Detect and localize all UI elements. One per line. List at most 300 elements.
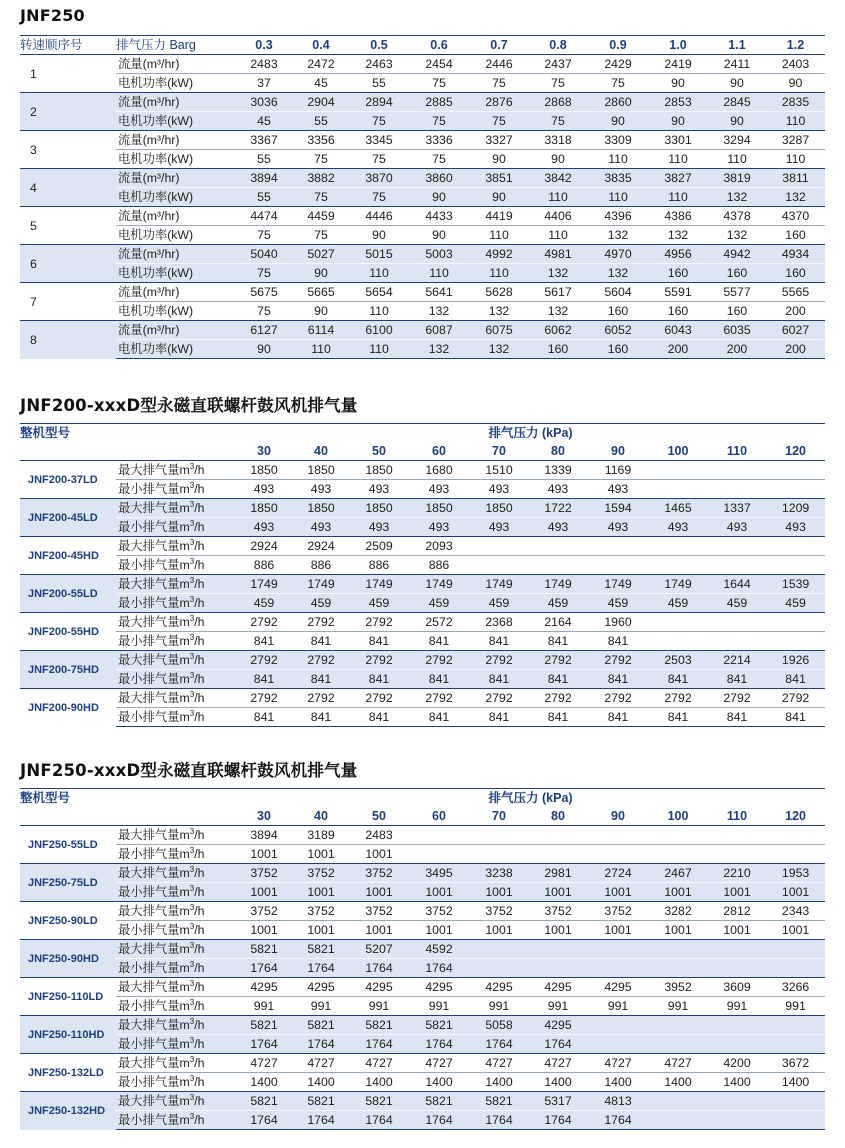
row-label-min: 最小排气量$m^3/h$ [116, 632, 236, 651]
flow-value: 4459 [292, 207, 350, 226]
row-label-min: 最小排气量$m^3/h$ [116, 1035, 236, 1054]
max-capacity-value: 2981 [528, 864, 588, 883]
min-capacity-value: 991 [408, 997, 470, 1016]
min-capacity-value: 493 [408, 480, 470, 499]
power-value: 75 [350, 112, 408, 131]
table-row [20, 997, 825, 1016]
min-capacity-value: 841 [408, 708, 470, 727]
flow-value: 3894 [236, 169, 292, 188]
min-capacity-value: 1001 [470, 883, 528, 902]
model-name: JNF200-55LD [20, 575, 116, 613]
min-capacity-value: 841 [292, 708, 350, 727]
header-empty [20, 807, 116, 826]
min-capacity-value: 886 [408, 556, 470, 575]
flow-value: 4386 [648, 207, 708, 226]
max-capacity-value: 1539 [766, 575, 825, 594]
max-capacity-value: 5821 [236, 1092, 292, 1111]
flow-value: 3827 [648, 169, 708, 188]
max-capacity-value: 1850 [236, 461, 292, 480]
max-capacity-value: 3238 [470, 864, 528, 883]
row-label-power: 电机功率(kW) [116, 188, 236, 207]
table-row [20, 74, 825, 93]
max-capacity-value [708, 940, 766, 959]
min-capacity-value: 1400 [236, 1073, 292, 1092]
max-capacity-value: 2792 [708, 689, 766, 708]
min-capacity-value: 493 [236, 518, 292, 537]
min-capacity-value: 841 [470, 632, 528, 651]
flow-value: 2876 [470, 93, 528, 112]
flow-value: 2403 [766, 55, 825, 74]
speed-seq-id: 7 [20, 283, 116, 321]
model-name: JNF200-37LD [20, 461, 116, 499]
max-capacity-value [708, 537, 766, 556]
flow-value: 2429 [588, 55, 648, 74]
flow-value: 4419 [470, 207, 528, 226]
max-capacity-value: 4727 [408, 1054, 470, 1073]
min-capacity-value: 493 [648, 518, 708, 537]
power-value: 75 [236, 264, 292, 283]
max-capacity-value: 4727 [236, 1054, 292, 1073]
flow-value: 5040 [236, 245, 292, 264]
max-capacity-value: 4727 [350, 1054, 408, 1073]
max-capacity-value: 4295 [588, 978, 648, 997]
min-capacity-value: 1764 [236, 1035, 292, 1054]
header-pressure-value: 40 [292, 807, 350, 826]
max-capacity-value: 1594 [588, 499, 648, 518]
flow-value: 6100 [350, 321, 408, 340]
power-value: 110 [648, 188, 708, 207]
min-capacity-value: 459 [708, 594, 766, 613]
min-capacity-value [648, 1111, 708, 1130]
max-capacity-value: 2792 [236, 613, 292, 632]
min-capacity-value: 1001 [350, 845, 408, 864]
table-row [20, 518, 825, 537]
header-pressure-value: 120 [766, 807, 825, 826]
row-label-power: 电机功率(kW) [116, 340, 236, 359]
max-capacity-value: 4592 [408, 940, 470, 959]
power-value: 75 [470, 112, 528, 131]
min-capacity-value: 1001 [292, 883, 350, 902]
header-pressure-value: 100 [648, 442, 708, 461]
max-capacity-value: 3189 [292, 826, 350, 845]
min-capacity-value: 459 [236, 594, 292, 613]
max-capacity-value: 2792 [408, 651, 470, 670]
power-value: 132 [708, 188, 766, 207]
power-value: 75 [470, 74, 528, 93]
min-capacity-value [708, 845, 766, 864]
header-speed-seq: 转速顺序号 [20, 36, 116, 55]
min-capacity-value: 493 [236, 480, 292, 499]
table-row [20, 670, 825, 689]
min-capacity-value: 1764 [408, 1035, 470, 1054]
max-capacity-value: 3495 [408, 864, 470, 883]
model-name: JNF250-75LD [20, 864, 116, 902]
power-value: 110 [708, 150, 766, 169]
min-capacity-value: 886 [292, 556, 350, 575]
speed-table [20, 35, 825, 359]
table-row [20, 264, 825, 283]
row-label-power: 电机功率(kW) [116, 302, 236, 321]
min-capacity-value: 1764 [470, 1111, 528, 1130]
min-capacity-value: 991 [766, 997, 825, 1016]
power-value: 75 [528, 74, 588, 93]
min-capacity-value [470, 845, 528, 864]
min-capacity-value [470, 556, 528, 575]
max-capacity-value: 3282 [648, 902, 708, 921]
min-capacity-value [528, 556, 588, 575]
min-capacity-value: 1001 [648, 883, 708, 902]
flow-value: 5577 [708, 283, 766, 302]
flow-value: 4433 [408, 207, 470, 226]
power-value: 160 [708, 264, 766, 283]
header-pressure-value: 100 [648, 807, 708, 826]
flow-value: 4942 [708, 245, 766, 264]
flow-value: 4406 [528, 207, 588, 226]
max-capacity-value [766, 940, 825, 959]
power-value: 75 [236, 226, 292, 245]
min-capacity-value: 1764 [470, 1035, 528, 1054]
min-capacity-value [588, 556, 648, 575]
flow-value: 5665 [292, 283, 350, 302]
min-capacity-value [588, 1035, 648, 1054]
max-capacity-value: 2509 [350, 537, 408, 556]
min-capacity-value: 1001 [408, 883, 470, 902]
flow-value: 6052 [588, 321, 648, 340]
flow-value: 4396 [588, 207, 648, 226]
min-capacity-value: 1764 [350, 1035, 408, 1054]
min-capacity-value [588, 959, 648, 978]
min-capacity-value: 841 [292, 632, 350, 651]
max-capacity-value: 2792 [292, 689, 350, 708]
min-capacity-value [708, 556, 766, 575]
min-capacity-value: 841 [236, 632, 292, 651]
power-value: 55 [236, 188, 292, 207]
table-row [20, 902, 825, 921]
min-capacity-value: 459 [766, 594, 825, 613]
power-value: 55 [236, 150, 292, 169]
max-capacity-value: 1850 [236, 499, 292, 518]
min-capacity-value: 1001 [350, 921, 408, 940]
max-capacity-value [648, 1016, 708, 1035]
max-capacity-value: 2792 [588, 651, 648, 670]
min-capacity-value: 1764 [528, 1035, 588, 1054]
model-name: JNF250-110LD [20, 978, 116, 1016]
min-capacity-value: 1764 [292, 959, 350, 978]
max-capacity-value: 3266 [766, 978, 825, 997]
header-row [20, 442, 825, 461]
min-capacity-value [528, 959, 588, 978]
table-row [20, 55, 825, 74]
min-capacity-value: 1764 [408, 1111, 470, 1130]
table1-title: JNF250 [20, 6, 85, 25]
max-capacity-value: 5821 [350, 1016, 408, 1035]
header-pressure-value: 0.3 [236, 36, 292, 55]
header-pressure-value: 0.5 [350, 36, 408, 55]
max-capacity-value: 5821 [236, 1016, 292, 1035]
flow-value: 2437 [528, 55, 588, 74]
power-value: 132 [648, 226, 708, 245]
row-label-power: 电机功率(kW) [116, 264, 236, 283]
min-capacity-value: 493 [350, 518, 408, 537]
min-capacity-value [766, 632, 825, 651]
min-capacity-value [648, 959, 708, 978]
max-capacity-value: 3952 [648, 978, 708, 997]
header-model: 整机型号 [20, 426, 71, 440]
min-capacity-value: 841 [350, 670, 408, 689]
min-capacity-value: 991 [528, 997, 588, 1016]
header-pressure-value: 0.7 [470, 36, 528, 55]
row-label-power: 电机功率(kW) [116, 150, 236, 169]
power-value: 132 [470, 302, 528, 321]
max-capacity-value: 4813 [588, 1092, 648, 1111]
min-capacity-value: 841 [528, 670, 588, 689]
power-value: 160 [766, 226, 825, 245]
table-row [20, 1016, 825, 1035]
max-capacity-value: 1850 [292, 461, 350, 480]
flow-value: 3835 [588, 169, 648, 188]
jnf200-capacity-table [20, 423, 825, 727]
min-capacity-value [766, 1035, 825, 1054]
min-capacity-value: 1001 [648, 921, 708, 940]
max-capacity-value: 3752 [470, 902, 528, 921]
header-pressure-group: 排气压力 (kPa) [488, 426, 573, 440]
speed-seq-id: 8 [20, 321, 116, 359]
power-value: 110 [588, 188, 648, 207]
row-label-max: 最大排气量$m^3/h$ [116, 613, 236, 632]
min-capacity-value: 493 [766, 518, 825, 537]
min-capacity-value: 493 [350, 480, 408, 499]
flow-value: 2853 [648, 93, 708, 112]
max-capacity-value: 3752 [350, 864, 408, 883]
flow-value: 3294 [708, 131, 766, 150]
flow-value: 3851 [470, 169, 528, 188]
flow-value: 5591 [648, 283, 708, 302]
max-capacity-value: 2792 [350, 651, 408, 670]
min-capacity-value: 1400 [708, 1073, 766, 1092]
power-value: 110 [588, 150, 648, 169]
min-capacity-value [648, 1035, 708, 1054]
power-value: 110 [648, 150, 708, 169]
power-value: 75 [292, 188, 350, 207]
table-row [20, 112, 825, 131]
min-capacity-value: 493 [528, 480, 588, 499]
header-pressure-barg: 排气压力 Barg [116, 36, 236, 55]
power-value: 90 [708, 74, 766, 93]
power-value: 160 [588, 340, 648, 359]
min-capacity-value: 1764 [408, 959, 470, 978]
speed-seq-id: 2 [20, 93, 116, 131]
header-empty [116, 424, 236, 443]
flow-value: 3318 [528, 131, 588, 150]
power-value: 110 [766, 150, 825, 169]
model-name: JNF200-45HD [20, 537, 116, 575]
header-pressure-value: 80 [528, 442, 588, 461]
min-capacity-value: 1001 [588, 883, 648, 902]
row-label-max: 最大排气量$m^3/h$ [116, 1054, 236, 1073]
max-capacity-value [528, 940, 588, 959]
max-capacity-value: 4295 [528, 1016, 588, 1035]
row-label-max: 最大排气量$m^3/h$ [116, 575, 236, 594]
min-capacity-value [648, 632, 708, 651]
flow-value: 4370 [766, 207, 825, 226]
max-capacity-value: 5821 [292, 1092, 350, 1111]
min-capacity-value: 841 [408, 670, 470, 689]
min-capacity-value: 459 [292, 594, 350, 613]
row-label-max: 最大排气量$m^3/h$ [116, 689, 236, 708]
row-label-flow: 流量(m³/hr) [116, 169, 236, 188]
max-capacity-value: 4727 [648, 1054, 708, 1073]
flow-value: 6027 [766, 321, 825, 340]
power-value: 132 [588, 226, 648, 245]
speed-seq-id: 1 [20, 55, 116, 93]
flow-value: 5654 [350, 283, 408, 302]
max-capacity-value: 2483 [350, 826, 408, 845]
power-value: 160 [648, 302, 708, 321]
max-capacity-value [766, 613, 825, 632]
model-name: JNF250-90HD [20, 940, 116, 978]
min-capacity-value: 841 [648, 670, 708, 689]
max-capacity-value [708, 1016, 766, 1035]
model-name: JNF250-90LD [20, 902, 116, 940]
max-capacity-value [588, 940, 648, 959]
row-label-flow: 流量(m³/hr) [116, 245, 236, 264]
header-pressure-value: 30 [236, 807, 292, 826]
table-row [20, 1054, 825, 1073]
power-value: 90 [236, 340, 292, 359]
power-value: 132 [470, 340, 528, 359]
min-capacity-value: 1764 [236, 1111, 292, 1130]
min-capacity-value: 1001 [236, 921, 292, 940]
max-capacity-value: 2093 [408, 537, 470, 556]
power-value: 90 [766, 74, 825, 93]
max-capacity-value: 2792 [350, 613, 408, 632]
model-name: JNF200-45LD [20, 499, 116, 537]
max-capacity-value [648, 1092, 708, 1111]
flow-value: 5641 [408, 283, 470, 302]
min-capacity-value: 841 [236, 670, 292, 689]
min-capacity-value: 1001 [292, 845, 350, 864]
max-capacity-value: 2792 [470, 651, 528, 670]
header-row [20, 807, 825, 826]
header-pressure-value: 120 [766, 442, 825, 461]
table-row [20, 978, 825, 997]
max-capacity-value: 3752 [588, 902, 648, 921]
power-value: 110 [470, 264, 528, 283]
model-name: JNF200-55HD [20, 613, 116, 651]
min-capacity-value [766, 480, 825, 499]
power-value: 75 [588, 74, 648, 93]
table1-header-row [20, 36, 825, 55]
flow-value: 3287 [766, 131, 825, 150]
max-capacity-value: 2812 [708, 902, 766, 921]
header-pressure-value: 50 [350, 442, 408, 461]
min-capacity-value: 841 [588, 670, 648, 689]
header-pressure-value: 1.2 [766, 36, 825, 55]
speed-seq-id: 4 [20, 169, 116, 207]
max-capacity-value: 3752 [292, 902, 350, 921]
header-pressure-value: 0.4 [292, 36, 350, 55]
table-row [20, 1092, 825, 1111]
max-capacity-value: 2214 [708, 651, 766, 670]
power-value: 90 [292, 264, 350, 283]
power-value: 110 [470, 226, 528, 245]
max-capacity-value [708, 826, 766, 845]
min-capacity-value [648, 480, 708, 499]
header-model: 整机型号 [20, 791, 71, 805]
min-capacity-value: 841 [648, 708, 708, 727]
min-capacity-value: 1001 [708, 883, 766, 902]
table-row [20, 556, 825, 575]
table-row [20, 864, 825, 883]
header-pressure-value: 110 [708, 442, 766, 461]
max-capacity-value: 3752 [292, 864, 350, 883]
min-capacity-value: 493 [470, 518, 528, 537]
max-capacity-value: 2467 [648, 864, 708, 883]
power-value: 45 [292, 74, 350, 93]
header-pressure-value: 30 [236, 442, 292, 461]
max-capacity-value: 1850 [350, 461, 408, 480]
max-capacity-value: 2792 [292, 651, 350, 670]
min-capacity-value: 841 [350, 632, 408, 651]
max-capacity-value: 1749 [648, 575, 708, 594]
flow-value: 2885 [408, 93, 470, 112]
max-capacity-value: 4200 [708, 1054, 766, 1073]
flow-value: 2845 [708, 93, 766, 112]
max-capacity-value: 1339 [528, 461, 588, 480]
header-empty [116, 807, 236, 826]
power-value: 132 [588, 264, 648, 283]
power-value: 160 [708, 302, 766, 321]
max-capacity-value: 2792 [528, 689, 588, 708]
max-capacity-value: 2792 [648, 689, 708, 708]
min-capacity-value [708, 959, 766, 978]
max-capacity-value: 1850 [292, 499, 350, 518]
min-capacity-value [648, 556, 708, 575]
flow-value: 4446 [350, 207, 408, 226]
flow-value: 3309 [588, 131, 648, 150]
flow-value: 6075 [470, 321, 528, 340]
model-name: JNF250-132LD [20, 1054, 116, 1092]
row-label-min: 最小排气量$m^3/h$ [116, 518, 236, 537]
row-label-flow: 流量(m³/hr) [116, 93, 236, 112]
min-capacity-value: 841 [766, 708, 825, 727]
min-capacity-value: 841 [766, 670, 825, 689]
header-pressure-value: 70 [470, 807, 528, 826]
flow-value: 3301 [648, 131, 708, 150]
min-capacity-value: 1400 [648, 1073, 708, 1092]
flow-value: 3882 [292, 169, 350, 188]
max-capacity-value: 3894 [236, 826, 292, 845]
max-capacity-value [708, 1092, 766, 1111]
model-name: JNF250-55LD [20, 826, 116, 864]
min-capacity-value [708, 632, 766, 651]
table-row [20, 708, 825, 727]
flow-value: 4992 [470, 245, 528, 264]
power-value: 110 [766, 112, 825, 131]
flow-value: 2446 [470, 55, 528, 74]
min-capacity-value: 841 [588, 708, 648, 727]
min-capacity-value: 991 [648, 997, 708, 1016]
row-label-power: 电机功率(kW) [116, 112, 236, 131]
min-capacity-value: 841 [470, 670, 528, 689]
speed-seq-id: 6 [20, 245, 116, 283]
header-pressure-value: 90 [588, 807, 648, 826]
max-capacity-value: 2792 [350, 689, 408, 708]
max-capacity-value [588, 537, 648, 556]
max-capacity-value: 1850 [470, 499, 528, 518]
max-capacity-value: 2792 [236, 689, 292, 708]
model-name: JNF200-90HD [20, 689, 116, 727]
